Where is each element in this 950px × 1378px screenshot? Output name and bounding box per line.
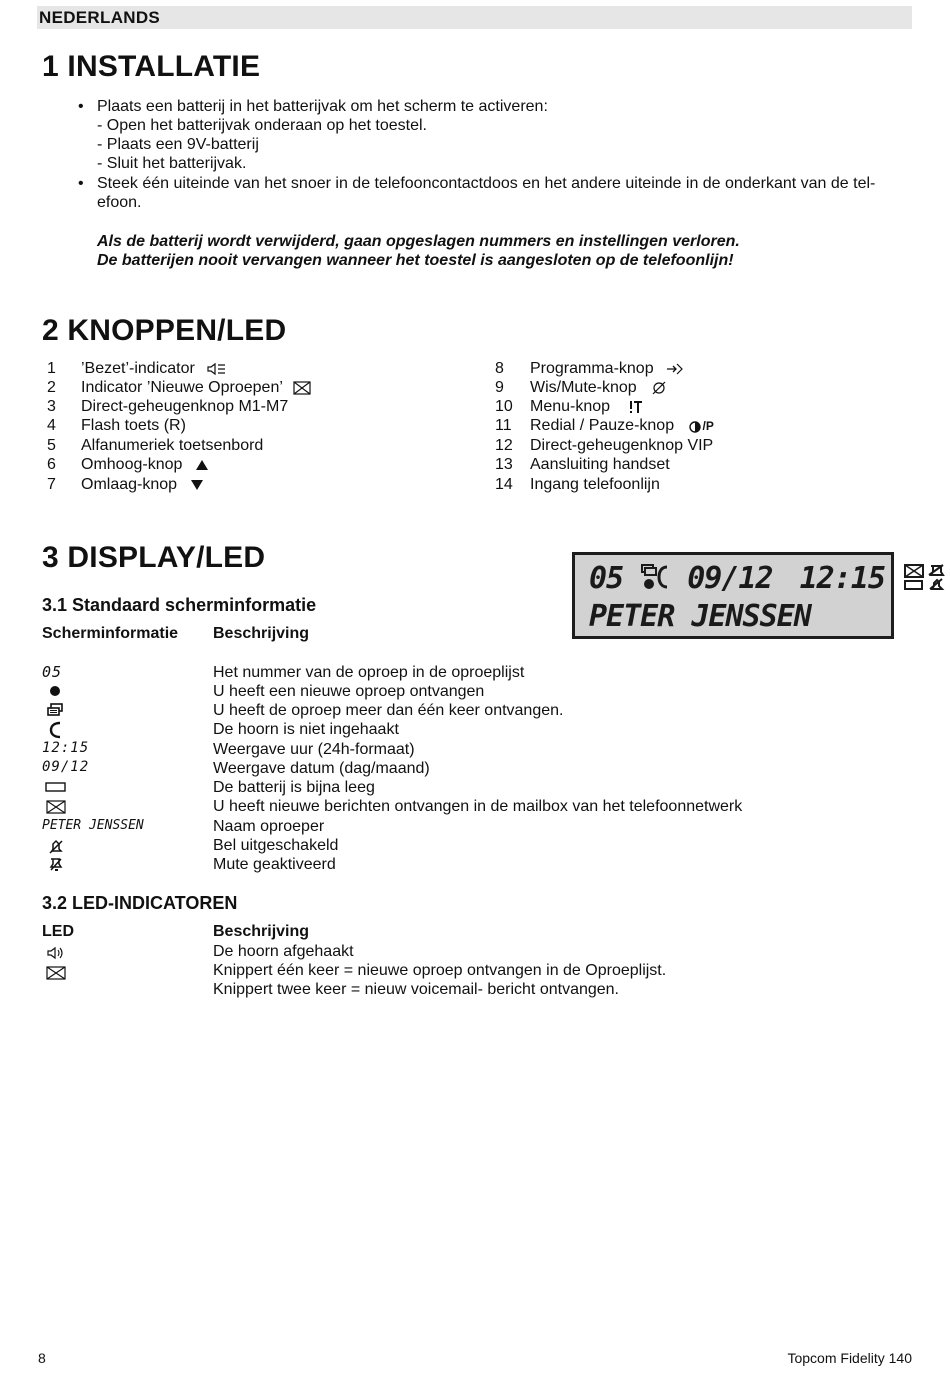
envelope-icon [46, 800, 66, 814]
item-number: 11 [495, 417, 512, 434]
install-sub-1: - Open het batterijvak onderaan op het toestel. [97, 117, 427, 134]
install-bullet-2: Steek één uiteinde van het snoer in de telefooncontactdoos en het andere uiteinde in de onderkant van de tel- [97, 175, 876, 192]
button-list-item [47, 398, 289, 417]
item-number: 2 [47, 379, 56, 396]
item-number: 1 [47, 360, 56, 377]
envelope-icon [46, 966, 66, 980]
item-label: Omlaag-knop [81, 476, 178, 493]
desc-row: Weergave uur (24h-formaat) [213, 741, 415, 758]
subsection-3-2-title: 3.2 LED-INDICATOREN [42, 893, 238, 913]
envelope-icon [293, 381, 311, 395]
symbol-date: 09/12 [42, 759, 90, 775]
battery-low-icon [45, 781, 67, 793]
bullet-mark: • [78, 175, 84, 192]
item-label: Flash toets (R) [81, 417, 186, 434]
lcd-line-1 [589, 561, 946, 596]
button-list-item [47, 379, 283, 398]
button-list-item [495, 476, 660, 495]
item-number: 3 [47, 398, 56, 415]
item-label: Alfanumeriek toetsenbord [81, 437, 264, 454]
desc-row: Weergave datum (dag/maand) [213, 760, 430, 777]
warning-line-1: Als de batterij wordt verwijderd, gaan opgeslagen nummers en instellingen verloren. [97, 233, 740, 250]
language-header [37, 6, 912, 29]
button-list-item [495, 437, 714, 456]
item-number: 6 [47, 456, 56, 473]
speaker-icon [47, 946, 65, 960]
mute-icon [48, 857, 64, 873]
up-triangle-icon [195, 459, 209, 471]
button-list-item [495, 360, 654, 379]
button-list-item [47, 360, 195, 379]
redial-pause-icon [689, 419, 714, 433]
program-icon [666, 362, 684, 376]
bell-off-icon [48, 838, 64, 854]
language-label: NEDERLANDS [39, 8, 161, 27]
install-sub-3: - Sluit het batterijvak. [97, 155, 247, 172]
desc-row: Bel uitgeschakeld [213, 837, 339, 854]
desc-row: Naam oproeper [213, 818, 325, 835]
item-label: Wis/Mute-knop [530, 379, 637, 396]
item-label: Redial / Pauze-knop [530, 417, 675, 434]
section-1-title: 1 INSTALLATIE [42, 50, 261, 83]
button-list-item [495, 456, 670, 475]
item-number: 4 [47, 417, 56, 434]
item-label: ’Bezet’-indicator [81, 360, 195, 377]
symbol-time: 12:15 [42, 740, 90, 756]
item-label: Programma-knop [530, 360, 654, 377]
table-header-scherminformatie: Scherminformatie [42, 625, 179, 642]
item-label: Menu-knop [530, 398, 611, 415]
new-call-dot-icon [49, 685, 61, 697]
symbol-call-number: 05 [42, 663, 63, 681]
symbol-caller-name: PETER JENSSEN [42, 818, 144, 833]
button-list-item [47, 456, 183, 475]
table-header-beschrijving: Beschrijving [213, 923, 310, 940]
item-label: Direct-geheugenknop VIP [530, 437, 714, 454]
section-3-title: 3 DISPLAY/LED [42, 541, 266, 574]
item-number: 14 [495, 476, 513, 493]
lcd-call-number: 05 [589, 561, 624, 596]
desc-row: U heeft de oproep meer dan één keer ontvangen. [213, 702, 564, 719]
product-name: Topcom Fidelity 140 [787, 1350, 912, 1366]
desc-row: Het nummer van de oproep in de oproeplijst [213, 664, 525, 681]
table-header-led: LED [42, 923, 74, 940]
item-number: 10 [495, 398, 513, 415]
item-number: 9 [495, 379, 504, 396]
repeat-call-icon [46, 703, 64, 717]
item-number: 5 [47, 437, 56, 454]
warning-line-2: De batterijen nooit vervangen wanneer het toestel is aangesloten op de telefoonlijn! [97, 252, 734, 269]
desc-row: Mute geaktiveerd [213, 856, 336, 873]
item-number: 7 [47, 476, 56, 493]
button-list-item [495, 398, 611, 417]
desc-row: U heeft nieuwe berichten ontvangen in de mailbox van het telefoonnetwerk [213, 798, 743, 815]
item-label: Omhoog-knop [81, 456, 183, 473]
redial-suffix: /P [702, 418, 714, 433]
page-number: 8 [38, 1350, 46, 1366]
menu-icon [629, 400, 643, 414]
item-number: 12 [495, 437, 513, 454]
button-list-item [47, 417, 186, 436]
button-list-item [47, 476, 178, 495]
button-list-item [495, 417, 714, 436]
subsection-3-1-title: 3.1 Standaard scherminformatie [42, 595, 317, 615]
item-number: 8 [495, 360, 504, 377]
led-desc-row: De hoorn afgehaakt [213, 943, 354, 960]
lcd-status-icons [902, 562, 946, 592]
table-header-beschrijving: Beschrijving [213, 625, 310, 642]
bullet-mark: • [78, 98, 84, 115]
handset-icon [48, 721, 62, 739]
install-bullet-2-cont: efoon. [97, 194, 142, 211]
lcd-time: 12:15 [799, 561, 885, 596]
desc-row: De hoorn is niet ingehaakt [213, 721, 399, 738]
install-bullet-1: Plaats een batterij in het batterijvak om het scherm te activeren: [97, 98, 548, 115]
lcd-call-icons [640, 563, 670, 591]
button-list-item [47, 437, 264, 456]
item-label: Aansluiting handset [530, 456, 670, 473]
led-desc-row: Knippert één keer = nieuwe oproep ontvangen in de Oproeplijst. [213, 962, 667, 979]
lcd-line-2: PETER JENSSEN [589, 599, 811, 634]
lcd-display [572, 552, 894, 639]
led-desc-row: Knippert twee keer = nieuw voicemail- bericht ontvangen. [213, 981, 619, 998]
mute-slash-icon [651, 381, 667, 395]
lcd-date: 09/12 [687, 561, 773, 596]
down-triangle-icon [190, 479, 204, 491]
install-sub-2: - Plaats een 9V-batterij [97, 136, 259, 153]
speaker-icon [207, 362, 227, 376]
item-label: Ingang telefoonlijn [530, 476, 660, 493]
section-2-title: 2 KNOPPEN/LED [42, 314, 287, 347]
item-number: 13 [495, 456, 513, 473]
item-label: Direct-geheugenknop M1-M7 [81, 398, 289, 415]
item-label: Indicator ’Nieuwe Oproepen’ [81, 379, 283, 396]
button-list-item [495, 379, 637, 398]
desc-row: De batterij is bijna leeg [213, 779, 375, 796]
desc-row: U heeft een nieuwe oproep ontvangen [213, 683, 485, 700]
